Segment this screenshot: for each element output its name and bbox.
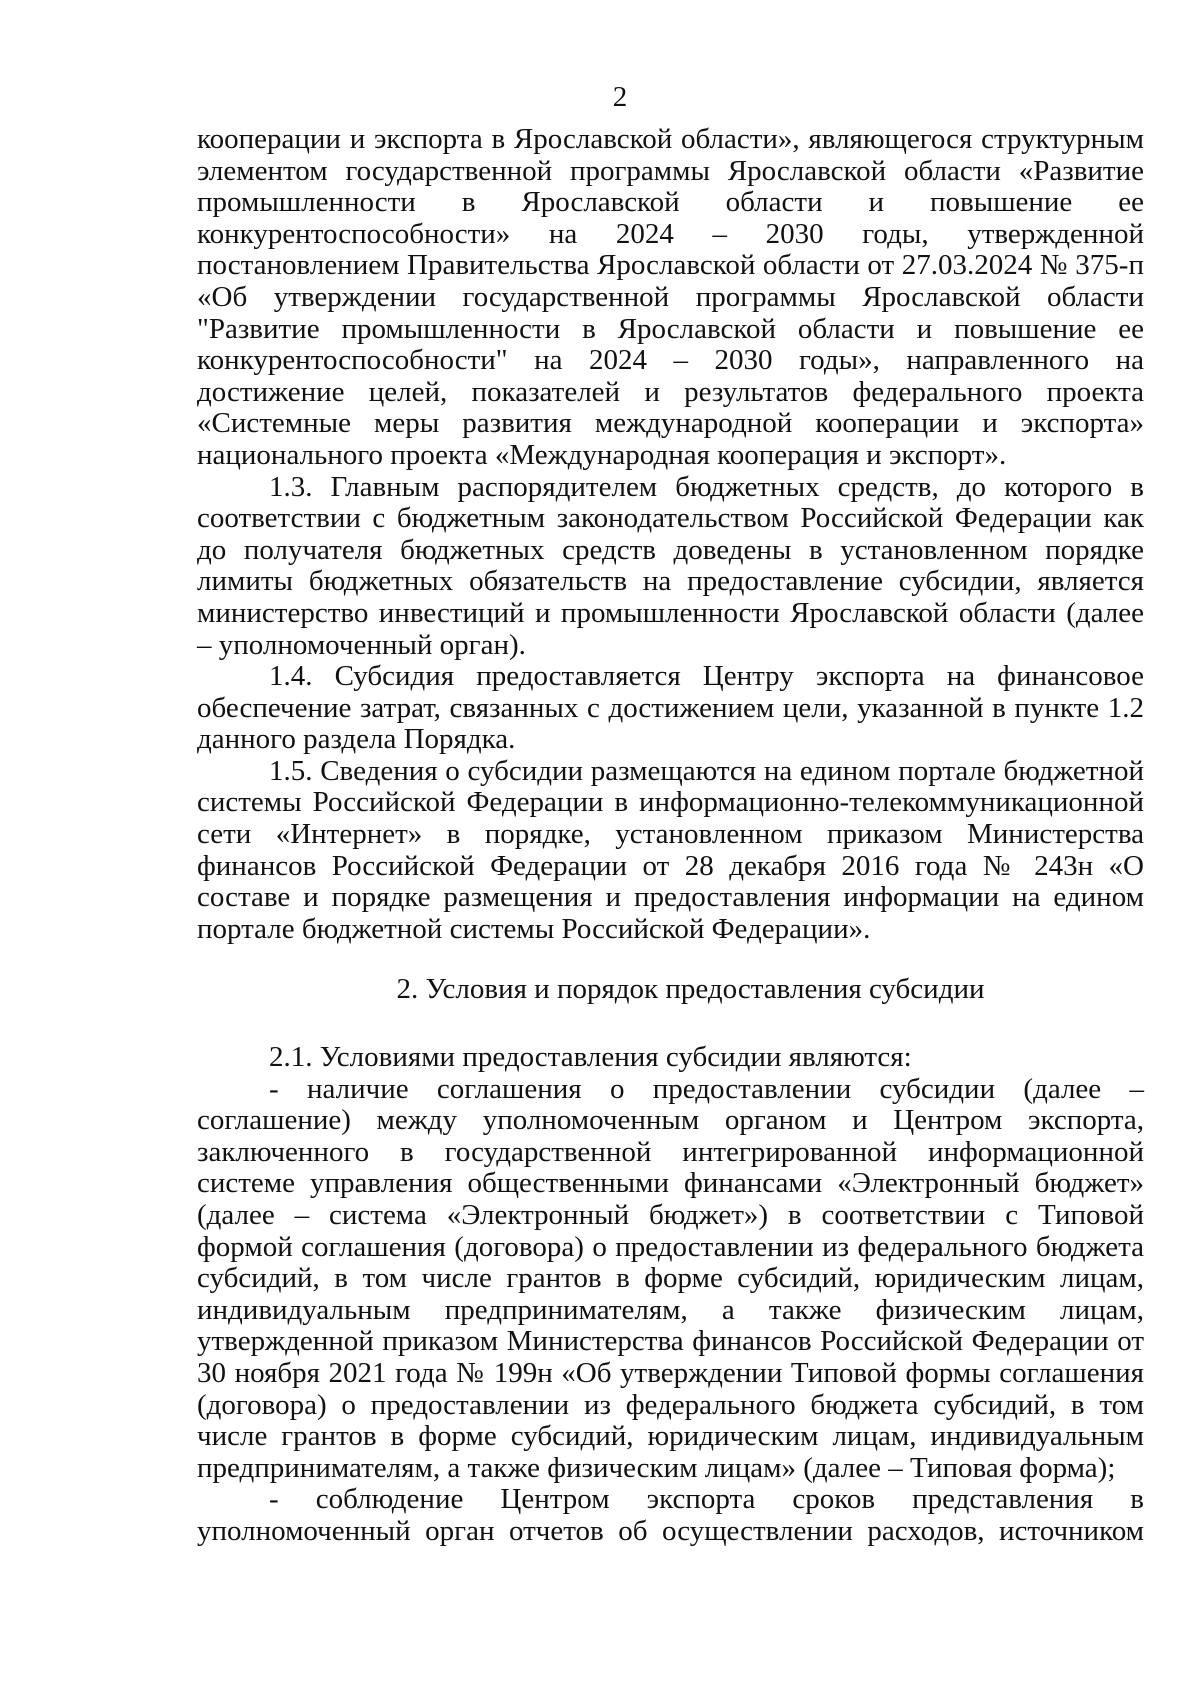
paragraph-continuation: кооперации и экспорта в Ярославской области», являющегося структурным элементом государственной программы Ярославской области «Развитие промышленности в Ярославской области и повышение ее конкурентоспособности» на 2024 – 2030 годы, утвержденной постановлением Правительства Ярославской области от 27.03.2024 № 375-п «Об утверждении государственной программы Ярославской области "Развитие промышленности в Ярославской области и повышение ее конкурентоспособности" на 2024 – 2030 годы», направленного на достижение целей, показателей и результатов федерального проекта «Системные меры развития международной кооперации и экспорта» национального проекта «Международная кооперация и экспорт».	[197, 123, 1144, 471]
section-heading-2: 2. Условия и порядок предоставления субсидии	[396, 973, 985, 1006]
document-body	[197, 124, 1144, 1548]
paragraph-2-1-item-reports: - соблюдение Центром экспорта сроков представления в уполномоченный орган отчетов об осуществлении расходов, источником	[197, 1483, 1144, 1547]
paragraph-1-4: 1.4. Субсидия предоставляется Центру экспорта на финансовое обеспечение затрат, связанных с достижением цели, указанной в пункте 1.2 данного раздела Порядка.	[197, 660, 1144, 756]
paragraph-1-3: 1.3. Главным распорядителем бюджетных средств, до которого в соответствии с бюджетным законодательством Российской Федерации как до получателя бюджетных средств доведены в установленном порядке лимиты бюджетных обязательств на предоставление субсидии, является министерство инвестиций и промышленности Ярославской области (далее – уполномоченный орган).	[197, 470, 1144, 661]
paragraph-2-1: 2.1. Условиями предоставления субсидии являются:	[269, 1041, 912, 1074]
page-number: 2	[612, 81, 628, 113]
paragraph-2-1-item-agreement: - наличие соглашения о предоставлении субсидии (далее – соглашение) между уполномоченным органом и Центром экспорта, заключенного в государственной интегрированной информационной системе управления общественными финансами «Электронный бюджет» (далее – система «Электронный бюджет») в соответствии с Типовой формой соглашения (договора) о предоставлении из федерального бюджета субсидий, в том числе грантов в форме субсидий, юридическим лицам, индивидуальным предпринимателям, а также физическим лицам, утвержденной приказом Министерства финансов Российской Федерации от 30 ноября 2021 года № 199н «Об утверждении Типовой формы соглашения (договора) о предоставлении из федерального бюджета субсидий, в том числе грантов в форме субсидий, юридическим лицам, индивидуальным предпринимателям, а также физическим лицам» (далее – Типовая форма);	[197, 1072, 1144, 1484]
paragraph-1-5: 1.5. Сведения о субсидии размещаются на едином портале бюджетной системы Российской Федерации в информационно-телекоммуникационной сети «Интернет» в порядке, установленном приказом Министерства финансов Российской Федерации от 28 декабря 2016 года № 243н «О составе и порядке размещения и предоставления информации на едином портале бюджетной системы Российской Федерации».	[197, 754, 1144, 945]
